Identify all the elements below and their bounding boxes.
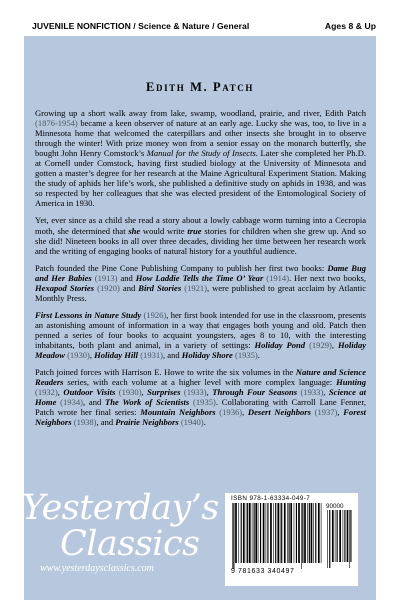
book-title: Dame Bug and Her Babies	[35, 262, 366, 283]
price-barcode	[326, 510, 352, 568]
price-code: 90000	[326, 503, 344, 510]
author-bio	[35, 108, 366, 434]
logo-line-1: Yesterday’s	[22, 488, 219, 528]
book-title: Outdoor Visits	[63, 387, 116, 398]
book-title: Hexapod Stories	[35, 282, 95, 293]
book-title: Holiday Shore	[181, 350, 233, 361]
book-title: First Lessons in Nature Study	[35, 309, 142, 320]
category-line	[32, 21, 376, 31]
book-title: Bird Stories	[138, 282, 182, 293]
book-title: Holiday Hill	[94, 350, 139, 361]
bio-paragraph-4: First Lessons in Nature Study (1926), her first book intended for use in the classroom, presents an astonishing amount of information in a way that engages both young and old. Patch then penned a series of four books to acquaint youngsters, ages 8 to 10, with the interesting inhabitants, both plant and animal, in a variety of settings: Holiday Pond (1929), Holiday Meadow (1930), Holiday Hill (1931), and Holiday Shore (1935).	[35, 309, 367, 361]
category-label: JUVENILE NONFICTION / Science & Nature / General	[32, 21, 250, 31]
book-title: The Work of Scientists	[105, 397, 190, 408]
bio-paragraph-2: Yet, ever since as a child she read a story about a lowly cabbage worm turning into a Cecropia moth, she determined that she would write true stories for children when she grew up. And so she did! Nineteen books in all over three decades, dividing her time between her research work and the writing of engaging books of natural history for a youthful audience.	[35, 215, 366, 256]
book-title: How Laddie Tells the Time O’ Year	[135, 272, 264, 283]
book-title: Holiday Pond	[254, 339, 306, 350]
book-title: Surprises	[147, 387, 181, 398]
book-title: Manual for the Study of Insects	[146, 148, 256, 159]
publisher-logo	[22, 490, 219, 562]
isbn-text: ISBN 978-1-63334-049-7	[231, 495, 311, 502]
series-title: Nature and Science Readers	[35, 367, 366, 388]
book-title: Science at Home	[35, 387, 367, 408]
book-title: Prairie Neighbors	[115, 417, 179, 428]
book-title: Holiday Meadow	[35, 339, 367, 361]
book-title: Mountain Neighbors	[140, 407, 216, 418]
bio-paragraph-1: Growing up a short walk away from lake, swamp, woodland, prairie, and river, Edith Patch (1876-1954) became a keen observer of nature at an early age. Lucky she was, too, to live in a Minnesota home that welcomed the caterpillars and other insects she brought in to observe through the winter! With prize money won from a senior essay on the monarch butterfly, she bought John Henry Comstock’s Manual for the Study of Insects. Later she completed her Ph.D. at Cornell under Comstock, having first studied biology at the University of Minnesota and gotten a master’s degree for her research at the Maine Agricultural Experiment Station. Making the study of aphids her life’s work, she published a definitive study on aphids in 1938, and was so respected by her colleagues that she was elected president of the Entomological Society of America in 1930.	[35, 108, 366, 209]
barcode-digits: 9 781633 340497	[231, 568, 295, 575]
barcode-box	[225, 493, 358, 586]
book-title: Through Four Seasons	[212, 387, 298, 398]
book-title: Desert Neighbors	[247, 407, 311, 418]
bio-paragraph-3: Patch founded the Pine Cone Publishing Company to publish her first two books: Dame Bug and Her Babies (1913) and How Laddie Tells the Time O’ Year (1914). Her next two books, Hexapod Stories (1920) and Bird Stories (1921), were published to great acclaim by Atlantic Monthly Press.	[35, 262, 367, 303]
author-name: Edith M. Patch	[146, 80, 254, 94]
logo-line-2: Classics	[60, 524, 200, 564]
age-range: Ages 8 & Up	[324, 21, 376, 31]
ean-barcode	[231, 503, 323, 569]
book-title: Hunting	[336, 377, 366, 388]
book-title: Forest Neighbors	[35, 407, 367, 428]
bio-paragraph-5: Patch joined forces with Harrison E. Howe to write the six volumes in the Nature and Science Readers series, with each volume at a higher level with more complex language: Hunting (1932), Outdoor Visits (1930), Surprises (1933), Through Four Seasons (1933), Science at Home (1934), and The Work of Scientists (1935). Collaborating with Carroll Lane Fenner, Patch wrote her final series: Mountain Neighbors (1936), Desert Neighbors (1937), Forest Neighbors (1938), and Prairie Neighbors (1940).	[35, 367, 367, 428]
publisher-website: www.yesterdaysclassics.com	[40, 563, 154, 574]
